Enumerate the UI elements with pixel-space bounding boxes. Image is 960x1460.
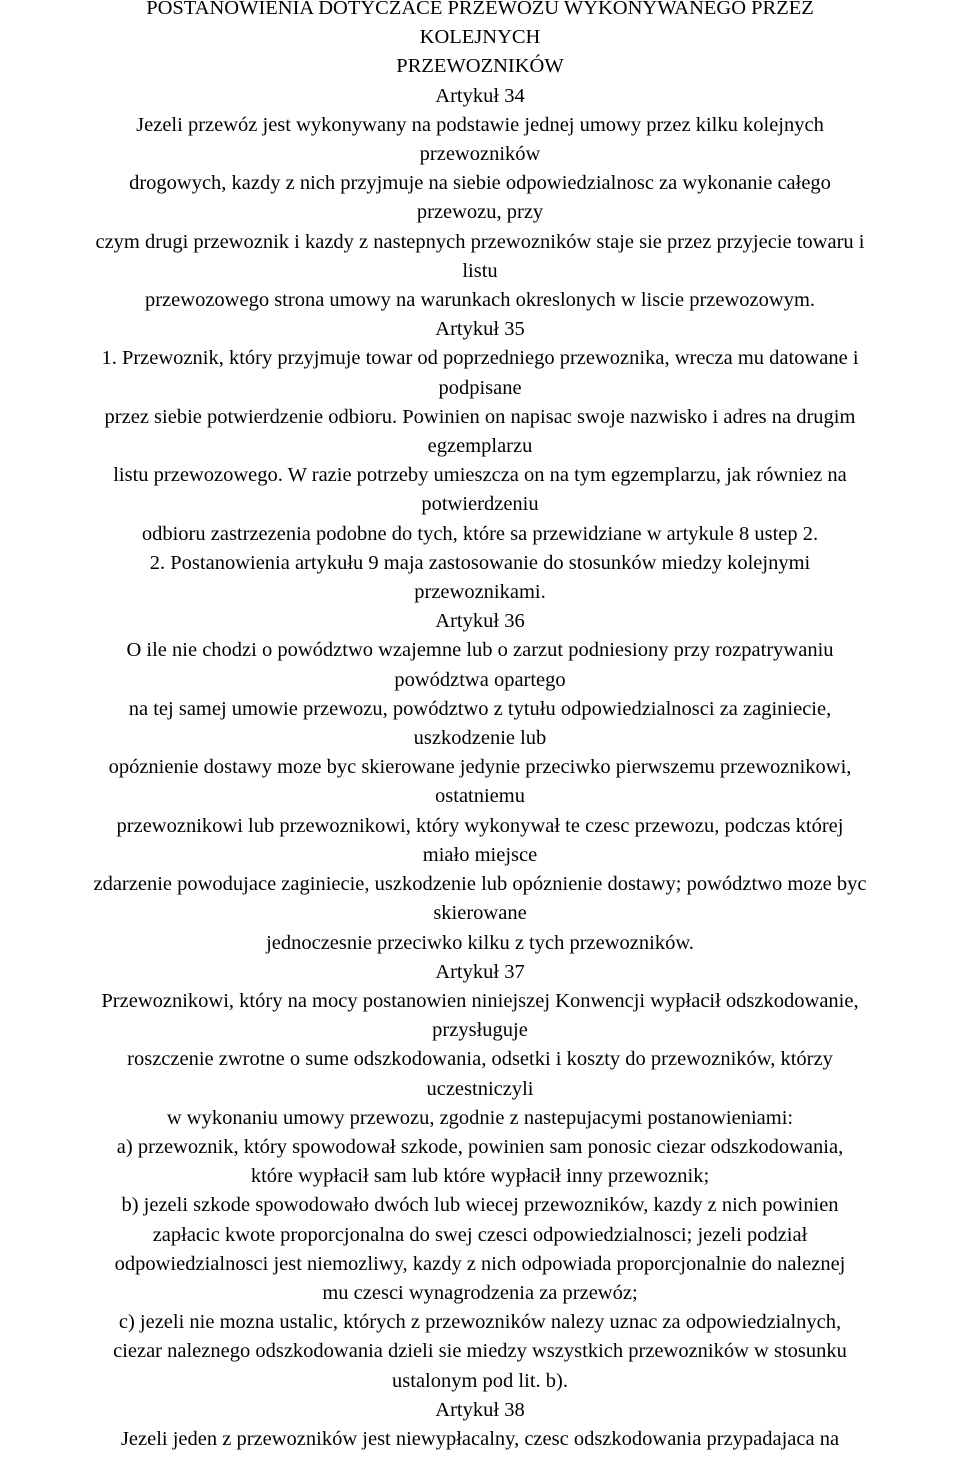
text-line: ciezar naleznego odszkodowania dzieli sie miedzy wszystkich przewozników w stosunku xyxy=(113,1340,847,1363)
text-line: 1. Przewoznik, który przyjmuje towar od poprzedniego przewoznika, wrecza mu datowane i xyxy=(101,347,859,370)
document-heading-line-1: POSTANOWIENIA DOTYCZACE PRZEWOZU WYKONYWANEGO PRZEZ xyxy=(146,0,814,19)
text-line: przewozu, przy xyxy=(416,201,544,224)
text-line: O ile nie chodzi o powództwo wzajemne lub o zarzut podniesiony przy rozpatrywaniu xyxy=(126,639,834,662)
article-37-heading: Artykuł 37 xyxy=(435,960,525,983)
text-line: roszczenie zwrotne o sume odszkodowania, odsetki i koszty do przewozników, którzy xyxy=(127,1048,833,1071)
text-line: jednoczesnie przeciwko kilku z tych przewozników. xyxy=(266,931,694,954)
text-line: na tej samej umowie przewozu, powództwo z tytułu odpowiedzialnosci za zaginiecie, xyxy=(128,697,832,720)
text-line: przewoznikami. xyxy=(414,581,546,604)
text-line: 2. Postanowienia artykułu 9 maja zastosowanie do stosunków miedzy kolejnymi xyxy=(149,551,811,574)
text-line: uczestniczyli xyxy=(426,1077,534,1100)
text-line: w wykonaniu umowy przewozu, zgodnie z nastepujacymi postanowieniami: xyxy=(166,1106,794,1129)
text-line: zdarzenie powodujace zaginiecie, uszkodzenie lub opóznienie dostawy; powództwo moze byc xyxy=(93,873,867,896)
text-line: przewozowego strona umowy na warunkach okreslonych w liscie przewozowym. xyxy=(144,289,816,312)
text-line: drogowych, kazdy z nich przyjmuje na siebie odpowiedzialnosc za wykonanie całego xyxy=(129,172,831,195)
text-line: potwierdzeniu xyxy=(421,493,539,516)
text-line: przewozników xyxy=(419,143,541,166)
text-line: czym drugi przewoznik i kazdy z nastepnych przewozników staje sie przez przyjecie towaru i xyxy=(95,230,865,253)
text-line: Jezeli jeden z przewozników jest niewypłacalny, czesc odszkodowania przypadajaca na xyxy=(120,1427,840,1450)
text-line: Przewoznikowi, który na mocy postanowien niniejszej Konwencji wypłacił odszkodowanie, xyxy=(101,989,859,1012)
article-36-heading: Artykuł 36 xyxy=(435,610,525,633)
document-heading-line-2: KOLEJNYCH xyxy=(419,26,541,49)
text-line: opóznienie dostawy moze byc skierowane jedynie przeciwko pierwszemu przewoznikowi, xyxy=(108,756,852,779)
text-line: egzemplarzu xyxy=(427,435,533,458)
text-line: ustalonym pod lit. b). xyxy=(392,1369,568,1392)
text-line: mu czesci wynagrodzenia za przewóz; xyxy=(322,1281,638,1304)
text-line: które wypłacił sam lub które wypłacił inny przewoznik; xyxy=(250,1165,710,1188)
text-line: skierowane xyxy=(433,902,527,925)
text-line: przewoznikowi lub przewoznikowi, który wykonywał te czesc przewozu, podczas której xyxy=(116,814,844,837)
text-line: miało miejsce xyxy=(422,843,538,866)
text-line: odpowiedzialnosci jest niemozliwy, kazdy z nich odpowiada proporcjonalnie do naleznej xyxy=(114,1252,846,1275)
document-heading-line-3: PRZEWOZNIKÓW xyxy=(396,55,564,78)
text-line: b) jezeli szkode spowodowało dwóch lub wiecej przewozników, kazdy z nich powinien xyxy=(121,1194,839,1217)
text-line: Jezeli przewóz jest wykonywany na podstawie jednej umowy przez kilku kolejnych xyxy=(136,113,824,136)
article-35-heading: Artykuł 35 xyxy=(435,318,525,341)
text-line: powództwa opartego xyxy=(394,668,566,691)
text-line: listu przewozowego. W razie potrzeby umieszcza on na tym egzemplarzu, jak równiez na xyxy=(113,464,847,487)
article-38-heading: Artykuł 38 xyxy=(435,1398,525,1421)
text-line: podpisane xyxy=(438,376,522,399)
article-34-heading: Artykuł 34 xyxy=(435,84,525,107)
text-line: a) przewoznik, który spowodował szkode, powinien sam ponosic ciezar odszkodowania, xyxy=(116,1135,844,1158)
text-line: ostatniemu xyxy=(435,785,525,808)
text-line: c) jezeli nie mozna ustalic, których z przewozników nalezy uznac za odpowiedzialnych, xyxy=(118,1311,842,1334)
text-line: przez siebie potwierdzenie odbioru. Powinien on napisac swoje nazwisko i adres na drugim xyxy=(104,405,856,428)
text-line: przysługuje xyxy=(432,1019,528,1042)
text-line: odbioru zastrzezenia podobne do tych, które sa przewidziane w artykule 8 ustep 2. xyxy=(141,522,819,545)
text-line: listu xyxy=(462,259,498,282)
text-line: zapłacic kwote proporcjonalna do swej czesci odpowiedzialnosci; jezeli podział xyxy=(152,1223,808,1246)
text-line: uszkodzenie lub xyxy=(413,727,547,750)
